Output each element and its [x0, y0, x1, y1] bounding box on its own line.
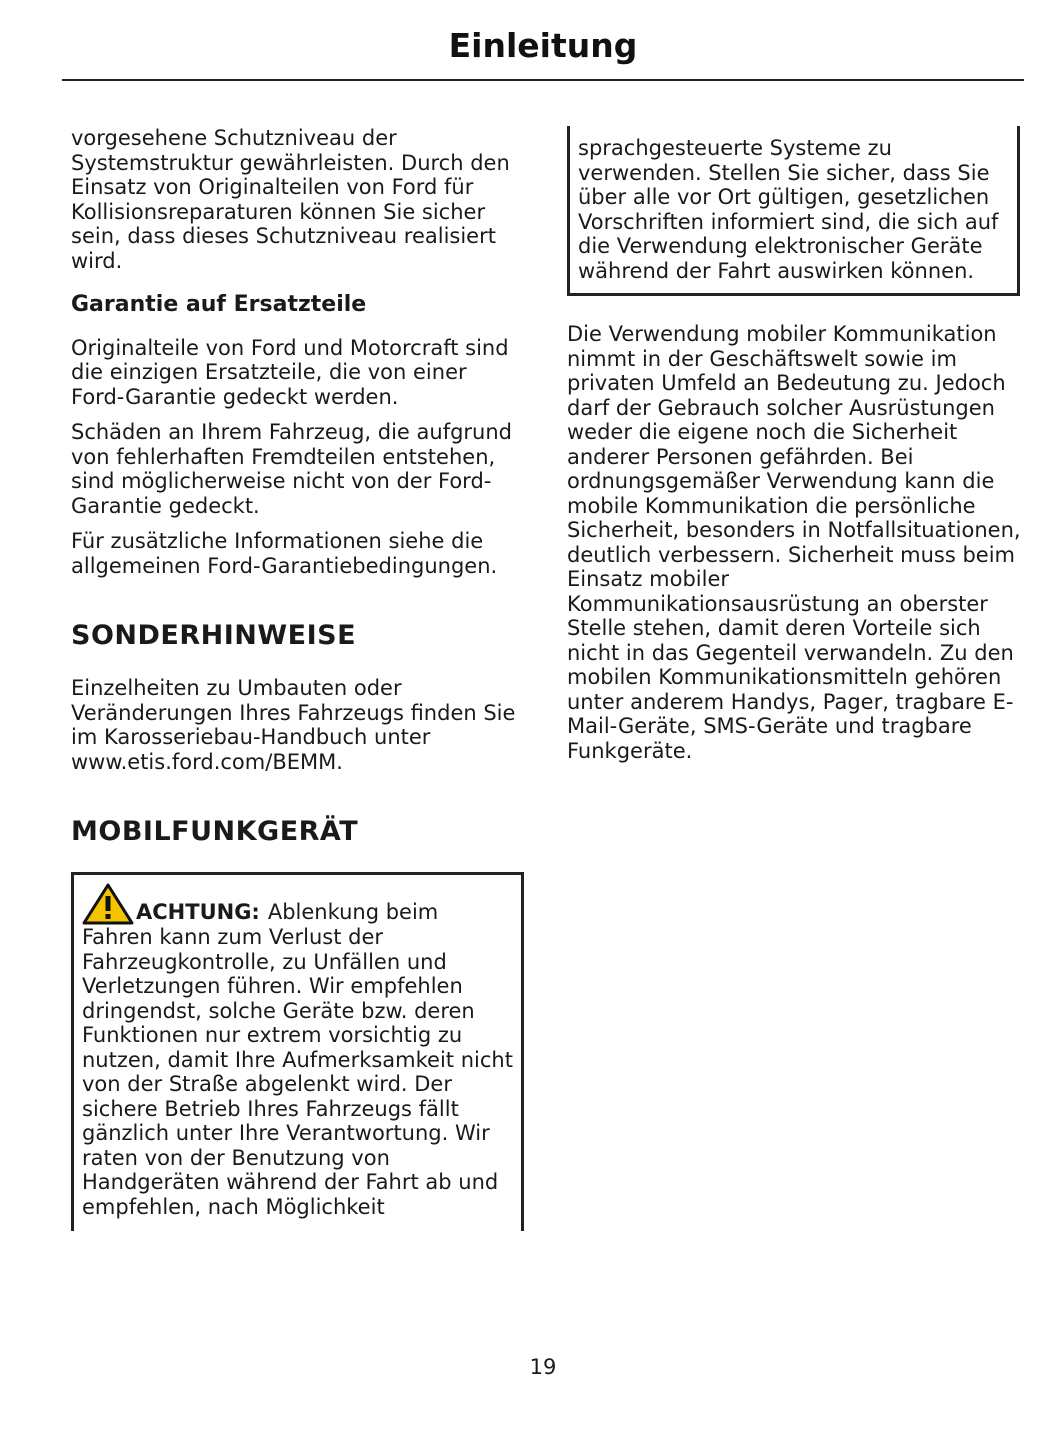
warranty-heading: Garantie auf Ersatzteile	[71, 292, 367, 317]
warning-label: ACHTUNG:	[136, 900, 260, 924]
page-number: 19	[529, 1355, 557, 1379]
mobile-device-heading: MOBILFUNKGERÄT	[71, 816, 359, 847]
special-notes-paragraph: Einzelheiten zu Umbauten oder Veränderungen Ihres Fahrzeugs finden Sie im Karosseriebau-Handbuch unter www.etis.ford.com/BEMM.	[71, 676, 516, 774]
warranty-paragraph-1: Originalteile von Ford und Motorcraft sind die einzigen Ersatzteile, die von einer Ford-Garantie gedeckt werden.	[71, 335, 509, 409]
warranty-paragraph-3: Für zusätzliche Informationen siehe die allgemeinen Ford-Garantiebedingungen.	[71, 529, 498, 578]
special-notes-heading: SONDERHINWEISE	[71, 620, 357, 651]
warranty-paragraph-2: Schäden an Ihrem Fahrzeug, die aufgrund von fehlerhaften Fremdteilen entstehen, sind möglicherweise nicht von der Ford-Garantie gedeckt.	[71, 420, 513, 518]
warning-box-continuation	[567, 126, 1020, 296]
intro-paragraph: vorgesehene Schutzniveau der Systemstruktur gewährleisten. Durch den Einsatz von Originalteilen von Ford für Kollisionsreparaturen können Sie sicher sein, dass dieses Schutzniveau realisiert wird.	[71, 126, 510, 273]
warning-triangle-icon	[82, 883, 134, 925]
warning-box	[71, 872, 524, 1231]
right-column	[567, 126, 1022, 774]
warning-continuation-text: sprachgesteuerte Systeme zu verwenden. Stellen Sie sicher, dass Sie über alle vor Ort gültigen, gesetzlichen Vorschriften informiert sind, die sich auf die Verwendung elektronischer Geräte während der Fahrt auswirken können.	[578, 136, 999, 283]
mobile-communication-paragraph: Die Verwendung mobiler Kommunikation nimmt in der Geschäftswelt sowie im privaten Umfeld an Bedeutung zu. Jedoch darf der Gebrauch solcher Ausrüstungen weder die eigene noch die Sicherheit anderer Personen gefährden. Bei ordnungsgemäßer Verwendung kann die mobile Kommunikation die persönliche Sicherheit, besonders in Notfallsituationen, deutlich verbessern. Sicherheit muss beim Einsatz mobiler Kommunikationsausrüstung an oberster Stelle stehen, damit deren Vorteile sich nicht in das Gegenteil verwandeln. Zu den mobilen Kommunikationsmitteln gehören unter anderem Handys, Pager, tragbare E-Mail-Geräte, SMS-Geräte und tragbare Funkgeräte.	[567, 322, 1021, 763]
page-title: Einleitung	[448, 26, 638, 65]
header-divider	[62, 79, 1024, 81]
warning-text: Ablenkung beim Fahren kann zum Verlust der Fahrzeugkontrolle, zu Unfällen und Verletzungen führen. Wir empfehlen dringendst, solche Geräte bzw. deren Funktionen nur extrem vorsichtig zu nutzen, damit Ihre Aufmerksamkeit nicht von der Straße abgelenkt wird. Der sichere Betrieb Ihres Fahrzeugs fällt gänzlich unter Ihre Verantwortung. Wir raten von der Benutzung von Handgeräten während der Fahrt ab und empfehlen, nach Möglichkeit	[82, 900, 513, 1219]
left-column	[71, 126, 526, 1231]
